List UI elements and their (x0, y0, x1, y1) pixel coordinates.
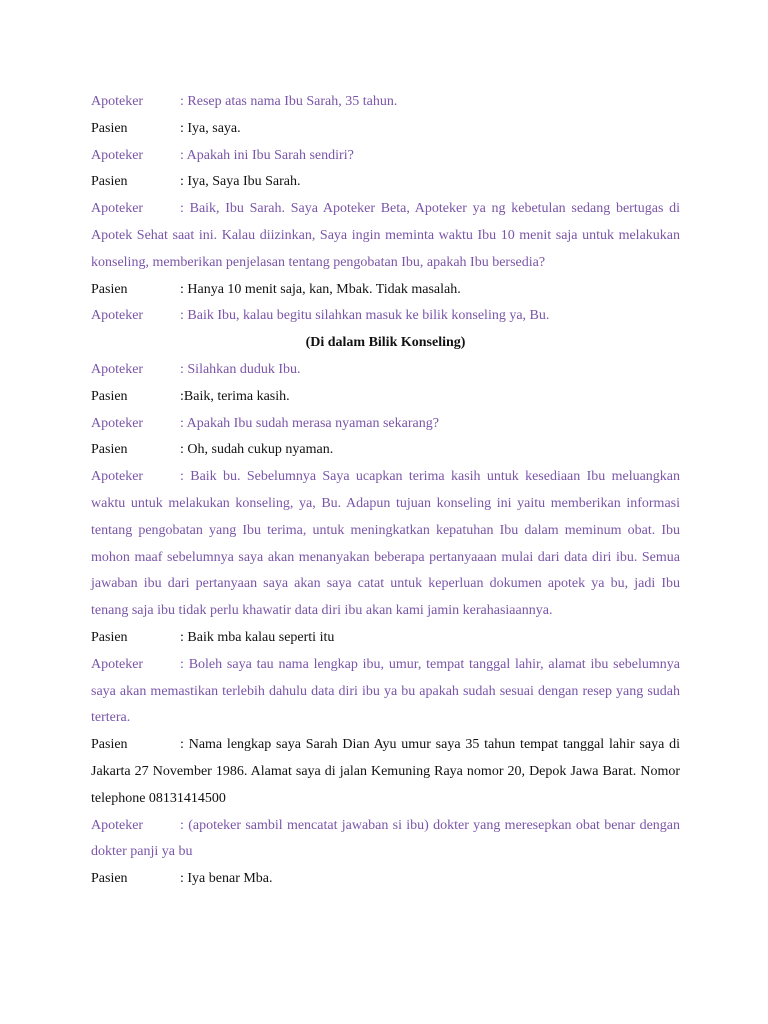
separator: : (180, 361, 188, 377)
utterance: Baik bu. Sebelumnya Saya ucapkan terima kasih untuk kesediaan Ibu meluangkan waktu untuk melakukan konseling, ya, Bu. Adapun tujuan konseling ini yaitu memberikan informasi tentang pengobatan yang Ibu terima, untuk meningkatkan kepatuhan Ibu dalam meminum obat. Ibu mohon maaf sebelumnya saya akan menanyakan beberapa pertanyaaan mulai dari data diri ibu. Semua jawaban ibu dari pertanyaan saya akan saya catat untuk keperluan dokumen apotek ya bu, jadi Ibu tenang saja ibu tidak perlu khawatir data diri ibu akan kami jamin kerahasiaannya. (91, 469, 681, 619)
speaker-label: Apoteker (91, 817, 144, 833)
separator: : (180, 629, 188, 645)
utterance: Resep atas nama Ibu Sarah, 35 tahun. (187, 94, 398, 109)
dialogue-turn (91, 169, 680, 196)
separator: : (180, 281, 188, 297)
separator: : (180, 94, 188, 109)
separator: : (180, 147, 187, 163)
speaker-label: Apoteker (91, 308, 144, 324)
utterance: Baik Ibu, kalau begitu silahkan masuk ke bilik konseling ya, Bu. (187, 308, 550, 324)
speaker-label: Pasien (91, 629, 128, 645)
speaker-label: Pasien (91, 120, 128, 136)
utterance: Oh, sudah cukup nyaman. (187, 442, 334, 458)
separator: : (180, 388, 184, 404)
speaker-label: Apoteker (91, 361, 144, 377)
separator: : (180, 656, 189, 672)
dialogue-turn (91, 437, 680, 464)
dialogue-turn (91, 384, 680, 411)
speaker-label: Pasien (91, 871, 128, 887)
separator: : (180, 308, 188, 324)
speaker-label: Apoteker (91, 415, 144, 431)
dialogue-turn (91, 732, 680, 812)
utterance: Apakah ini Ibu Sarah sendiri? (186, 147, 354, 163)
speaker-label: Apoteker (91, 656, 144, 672)
speaker-label: Apoteker (91, 94, 144, 109)
speaker-label: Apoteker (91, 469, 144, 485)
separator: : (180, 201, 190, 217)
dialogue-turn (91, 866, 680, 893)
utterance: Baik, terima kasih. (183, 388, 290, 404)
separator: : (180, 871, 188, 887)
speaker-label: Pasien (91, 281, 128, 297)
separator: : (180, 415, 187, 431)
dialogue-turn (91, 303, 680, 330)
separator: : (180, 817, 189, 833)
speaker-label: Pasien (91, 737, 128, 753)
speaker-label: Pasien (91, 174, 128, 190)
dialogue-turn (91, 411, 680, 438)
dialogue-turn (91, 196, 680, 276)
dialogue-turn (91, 357, 680, 384)
utterance: (apoteker sambil mencatat jawaban si ibu) dokter yang meresepkan obat benar dengan dokter panji ya bu (91, 817, 681, 860)
separator: : (180, 174, 188, 190)
separator: : (180, 120, 188, 136)
utterance: Iya, Saya Ibu Sarah. (187, 174, 301, 190)
separator: : (180, 442, 188, 458)
utterance: Silahkan duduk Ibu. (187, 361, 301, 377)
separator: : (180, 469, 191, 485)
dialogue-turn (91, 464, 680, 625)
dialogue-turn (91, 652, 680, 732)
utterance: Iya, saya. (187, 120, 241, 136)
dialogue-turn (91, 813, 680, 867)
dialogue-turn (91, 625, 680, 652)
dialogue-turn (91, 143, 680, 170)
utterance: Nama lengkap saya Sarah Dian Ayu umur saya 35 tahun tempat tanggal lahir saya di Jakarta 27 November 1986. Alamat saya di jalan Kemuning Raya nomor 20, Depok Jawa Barat. Nomor telephone 08131414500 (91, 737, 680, 806)
speaker-label: Apoteker (91, 147, 144, 163)
utterance: Iya benar Mba. (187, 871, 273, 887)
utterance: Baik mba kalau seperti itu (187, 629, 335, 645)
utterance: Hanya 10 menit saja, kan, Mbak. Tidak masalah. (187, 281, 461, 297)
dialogue-turn (91, 116, 680, 143)
speaker-label: Apoteker (91, 201, 144, 217)
scene-heading: (Di dalam Bilik Konseling) (305, 335, 466, 351)
dialogue-turn (91, 277, 680, 304)
speaker-label: Pasien (91, 388, 128, 404)
utterance: Baik, Ibu Sarah. Saya Apoteker Beta, Apoteker ya ng kebetulan sedang bertugas di Apotek Sehat saat ini. Kalau diizinkan, Saya ingin meminta waktu Ibu 10 menit saja untuk melakukan konseling, memberikan penjelasan tentang pengobatan Ibu, apakah Ibu bersedia? (91, 201, 681, 270)
utterance: Apakah Ibu sudah merasa nyaman sekarang? (186, 415, 439, 431)
utterance: Boleh saya tau nama lengkap ibu, umur, tempat tanggal lahir, alamat ibu sebelumnya saya akan memastikan terlebih dahulu data diri ibu ya bu apakah sudah sesuai dengan resep yang sudah tertera. (91, 656, 681, 726)
speaker-label: Pasien (91, 442, 128, 458)
dialogue-turn (91, 89, 680, 116)
separator: : (180, 737, 189, 753)
